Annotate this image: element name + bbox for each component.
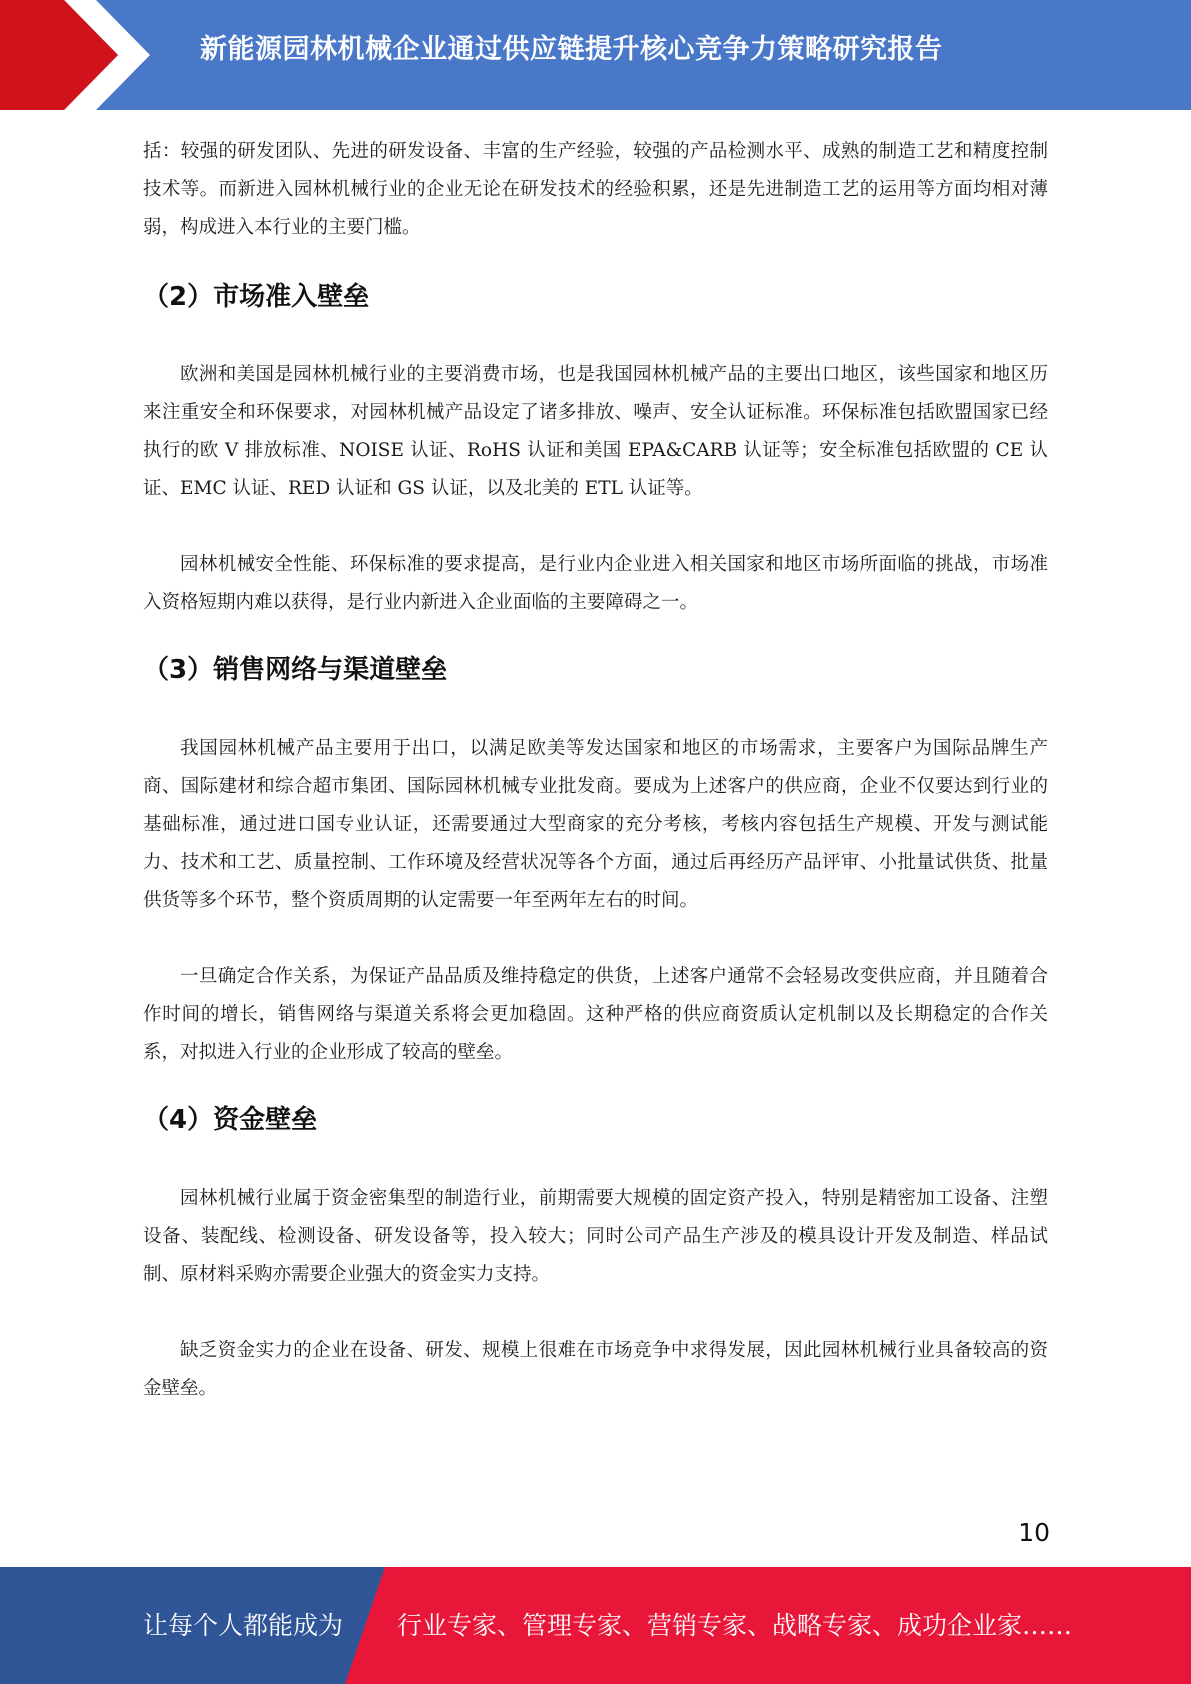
page-number: 10	[1018, 1518, 1050, 1547]
section-heading-sales-network: （3）销售网络与渠道壁垒	[143, 655, 448, 685]
section-paragraph: 缺乏资金实力的企业在设备、研发、规模上很难在市场竞争中求得发展，因此园林机械行业具备较高的资金壁垒。	[143, 1340, 1048, 1399]
footer-slogan-left: 让每个人都能成为	[143, 1611, 344, 1640]
section-heading-market-access: （2）市场准入壁垒	[143, 282, 370, 312]
section-paragraph: 欧洲和美国是园林机械行业的主要消费市场，也是我国园林机械产品的主要出口地区，该些国家和地区历来注重安全和环保要求，对园林机械产品设定了诸多排放、噪声、安全认证标准。环保标准包括欧盟国家已经执行的欧 V 排放标准、NOISE 认证、RoHS 认证和美国 EPA&CARB 认证等；安全标准包括欧盟的 CE 认证、EMC 认证、RED 认证和 GS 认证，以及北美的 ETL 认证等。	[143, 364, 1048, 499]
header-chevron-icon	[0, 0, 160, 110]
section-heading-capital: （4）资金壁垒	[143, 1105, 318, 1135]
intro-paragraph: 括：较强的研发团队、先进的研发设备、丰富的生产经验，较强的产品检测水平、成熟的制造工艺和精度控制技术等。而新进入园林机械行业的企业无论在研发技术的经验积累，还是先进制造工艺的运用等方面均相对薄弱，构成进入本行业的主要门槛。	[143, 141, 1048, 238]
section-paragraph: 一旦确定合作关系，为保证产品品质及维持稳定的供货，上述客户通常不会轻易改变供应商，并且随着合作时间的增长，销售网络与渠道关系将会更加稳固。这种严格的供应商资质认定机制以及长期稳定的合作关系，对拟进入行业的企业形成了较高的壁垒。	[143, 966, 1048, 1063]
report-title: 新能源园林机械企业通过供应链提升核心竞争力策略研究报告	[200, 34, 943, 65]
report-header	[0, 0, 1191, 110]
report-body	[143, 133, 1048, 1408]
section-paragraph: 我国园林机械产品主要用于出口，以满足欧美等发达国家和地区的市场需求，主要客户为国际品牌生产商、国际建材和综合超市集团、国际园林机械专业批发商。要成为上述客户的供应商，企业不仅要达到行业的基础标准，通过进口国专业认证，还需要通过大型商家的充分考核，考核内容包括生产规模、开发与测试能力、技术和工艺、质量控制、工作环境及经营状况等各个方面，通过后再经历产品评审、小批量试供货、批量供货等多个环节，整个资质周期的认定需要一年至两年左右的时间。	[143, 738, 1048, 911]
footer-slogan-right: 行业专家、管理专家、营销专家、战略专家、成功企业家……	[397, 1611, 1073, 1640]
section-paragraph: 园林机械行业属于资金密集型的制造行业，前期需要大规模的固定资产投入，特别是精密加工设备、注塑设备、装配线、检测设备、研发设备等，投入较大；同时公司产品生产涉及的模具设计开发及制造、样品试制、原材料采购亦需要企业强大的资金实力支持。	[143, 1188, 1048, 1285]
report-footer	[0, 1567, 1191, 1684]
section-paragraph: 园林机械安全性能、环保标准的要求提高，是行业内企业进入相关国家和地区市场所面临的挑战，市场准入资格短期内难以获得，是行业内新进入企业面临的主要障碍之一。	[143, 554, 1048, 613]
